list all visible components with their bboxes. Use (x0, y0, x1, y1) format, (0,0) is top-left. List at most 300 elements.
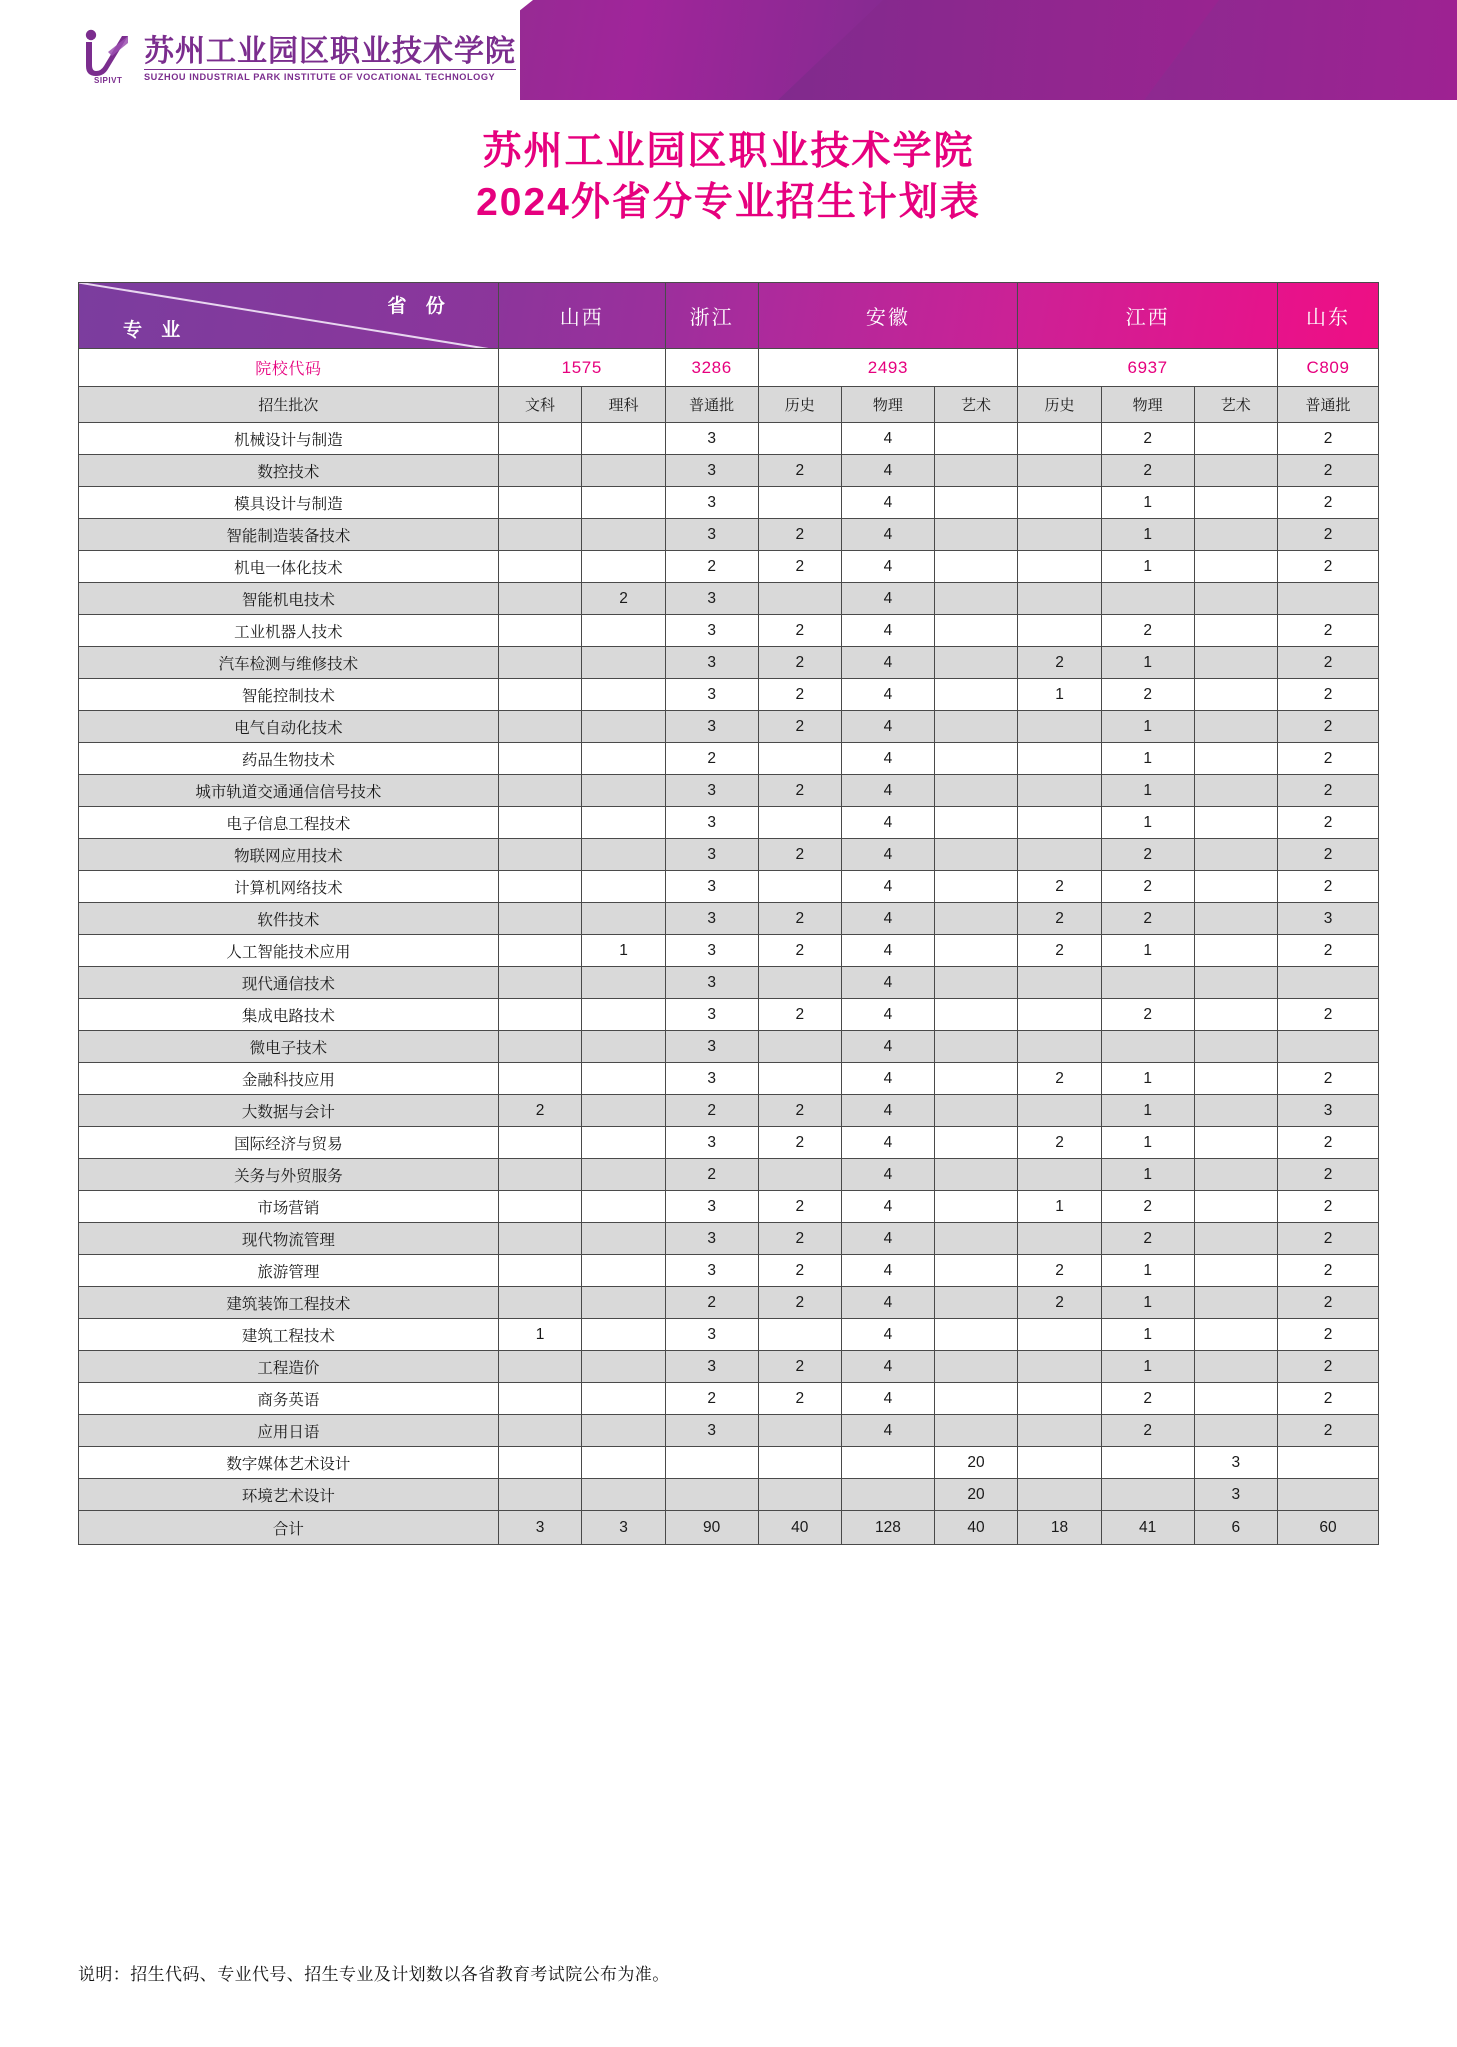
major-name-cell: 模具设计与制造 (79, 487, 499, 519)
quota-cell (934, 711, 1017, 743)
quota-cell (1194, 519, 1277, 551)
quota-cell (1194, 1287, 1277, 1319)
quota-cell: 3 (665, 487, 758, 519)
major-name-cell: 人工智能技术应用 (79, 935, 499, 967)
quota-cell (1194, 423, 1277, 455)
quota-cell: 2 (1278, 1223, 1379, 1255)
quota-cell (934, 679, 1017, 711)
quota-cell: 2 (1278, 711, 1379, 743)
quota-cell (934, 1063, 1017, 1095)
quota-cell (1278, 1447, 1379, 1479)
quota-cell (1194, 1319, 1277, 1351)
total-col-8: 6 (1194, 1511, 1277, 1545)
quota-cell (1018, 1223, 1101, 1255)
quota-cell: 2 (1018, 647, 1101, 679)
quota-cell (498, 1447, 581, 1479)
quota-cell: 3 (1278, 1095, 1379, 1127)
quota-cell (934, 1415, 1017, 1447)
major-axis-label: 专 业 (123, 320, 188, 341)
quota-cell: 2 (758, 615, 841, 647)
quota-cell (1018, 1479, 1101, 1511)
quota-cell (1018, 743, 1101, 775)
quota-cell: 3 (665, 679, 758, 711)
quota-cell (498, 615, 581, 647)
total-col-0: 3 (498, 1511, 581, 1545)
quota-cell: 2 (1278, 423, 1379, 455)
quota-cell (934, 551, 1017, 583)
quota-cell: 2 (1018, 903, 1101, 935)
quota-cell (934, 999, 1017, 1031)
quota-cell: 1 (1101, 1095, 1194, 1127)
quota-cell: 4 (842, 1319, 935, 1351)
province-header-shandong: 山东 (1278, 283, 1379, 349)
major-name-cell: 机电一体化技术 (79, 551, 499, 583)
quota-cell (498, 1191, 581, 1223)
quota-cell: 3 (665, 1415, 758, 1447)
quota-cell (758, 487, 841, 519)
quota-cell (582, 1063, 665, 1095)
table-row (79, 1159, 1379, 1191)
batch-col-7: 物理 (1101, 387, 1194, 423)
quota-cell (582, 999, 665, 1031)
quota-cell (582, 1191, 665, 1223)
quota-cell (1101, 1447, 1194, 1479)
total-col-7: 41 (1101, 1511, 1194, 1545)
table-foot (79, 1511, 1379, 1545)
quota-cell (498, 583, 581, 615)
quota-cell: 4 (842, 647, 935, 679)
quota-cell (1194, 871, 1277, 903)
quota-cell (498, 999, 581, 1031)
quota-cell: 2 (1018, 871, 1101, 903)
major-name-cell: 智能控制技术 (79, 679, 499, 711)
title-line-2: 2024外省分专业招生计划表 (476, 181, 981, 225)
quota-cell (934, 1255, 1017, 1287)
quota-cell: 4 (842, 455, 935, 487)
quota-cell (1101, 1479, 1194, 1511)
quota-cell: 3 (665, 839, 758, 871)
quota-cell (934, 647, 1017, 679)
page-title (0, 126, 1457, 229)
quota-cell: 2 (1278, 679, 1379, 711)
quota-cell: 2 (758, 1383, 841, 1415)
table-row (79, 519, 1379, 551)
institution-code-label: 院校代码 (79, 349, 499, 387)
quota-cell: 2 (1278, 743, 1379, 775)
title-line-1: 苏州工业园区职业技术学院 (482, 130, 975, 173)
quota-cell (934, 935, 1017, 967)
quota-cell (582, 1127, 665, 1159)
quota-cell (1018, 807, 1101, 839)
major-name-cell: 物联网应用技术 (79, 839, 499, 871)
major-name-cell: 数字媒体艺术设计 (79, 1447, 499, 1479)
major-name-cell: 现代物流管理 (79, 1223, 499, 1255)
quota-cell: 1 (1018, 679, 1101, 711)
quota-cell: 4 (842, 1351, 935, 1383)
table-row (79, 775, 1379, 807)
quota-cell: 2 (758, 455, 841, 487)
quota-cell: 3 (665, 1127, 758, 1159)
table-row (79, 967, 1379, 999)
major-name-cell: 建筑装饰工程技术 (79, 1287, 499, 1319)
quota-cell: 2 (665, 1287, 758, 1319)
table-row (79, 583, 1379, 615)
quota-cell (582, 1415, 665, 1447)
major-name-cell: 计算机网络技术 (79, 871, 499, 903)
quota-cell: 2 (758, 1287, 841, 1319)
major-name-cell: 城市轨道交通通信信号技术 (79, 775, 499, 807)
quota-cell (582, 423, 665, 455)
table-body (79, 423, 1379, 1511)
quota-cell (934, 1159, 1017, 1191)
quota-cell: 2 (758, 1127, 841, 1159)
table-row (79, 1095, 1379, 1127)
quota-cell: 2 (1101, 903, 1194, 935)
quota-cell (582, 455, 665, 487)
quota-cell (1194, 455, 1277, 487)
quota-cell (582, 743, 665, 775)
quota-cell: 3 (665, 903, 758, 935)
quota-cell (1018, 1415, 1101, 1447)
total-col-3: 40 (758, 1511, 841, 1545)
quota-cell: 4 (842, 1159, 935, 1191)
major-name-cell: 环境艺术设计 (79, 1479, 499, 1511)
quota-cell: 2 (1278, 999, 1379, 1031)
quota-cell: 3 (1278, 903, 1379, 935)
quota-cell (582, 1447, 665, 1479)
major-name-cell: 建筑工程技术 (79, 1319, 499, 1351)
quota-cell: 1 (498, 1319, 581, 1351)
table-row (79, 423, 1379, 455)
quota-cell (934, 1031, 1017, 1063)
corner-diagonal-cell (79, 283, 499, 349)
table-row (79, 711, 1379, 743)
quota-cell: 4 (842, 999, 935, 1031)
table-row (79, 679, 1379, 711)
quota-cell (1194, 1351, 1277, 1383)
quota-cell: 2 (1278, 615, 1379, 647)
quota-cell (582, 871, 665, 903)
quota-cell: 2 (758, 839, 841, 871)
quota-cell: 2 (1278, 487, 1379, 519)
quota-cell: 1 (1101, 743, 1194, 775)
quota-cell: 2 (1101, 871, 1194, 903)
major-name-cell: 关务与外贸服务 (79, 1159, 499, 1191)
quota-cell (1194, 1031, 1277, 1063)
quota-cell (758, 1319, 841, 1351)
quota-cell: 2 (582, 583, 665, 615)
table-row (79, 1191, 1379, 1223)
quota-cell: 2 (1278, 839, 1379, 871)
quota-cell: 2 (498, 1095, 581, 1127)
major-name-cell: 现代通信技术 (79, 967, 499, 999)
quota-cell (498, 1063, 581, 1095)
quota-cell (934, 583, 1017, 615)
quota-cell (1194, 1383, 1277, 1415)
quota-cell: 1 (1101, 1063, 1194, 1095)
table-row (79, 487, 1379, 519)
quota-cell: 4 (842, 871, 935, 903)
total-label: 合计 (79, 1511, 499, 1545)
quota-cell: 1 (1101, 1255, 1194, 1287)
table-row (79, 1383, 1379, 1415)
quota-cell: 1 (1101, 711, 1194, 743)
quota-cell: 2 (1278, 1415, 1379, 1447)
quota-cell (758, 1447, 841, 1479)
total-col-1: 3 (582, 1511, 665, 1545)
quota-cell: 2 (1101, 1191, 1194, 1223)
quota-cell: 4 (842, 487, 935, 519)
table-row (79, 551, 1379, 583)
quota-cell (758, 743, 841, 775)
quota-cell (934, 615, 1017, 647)
quota-cell: 4 (842, 1191, 935, 1223)
quota-cell: 1 (1101, 647, 1194, 679)
table-row (79, 1415, 1379, 1447)
quota-cell (498, 1415, 581, 1447)
table-row (79, 1063, 1379, 1095)
quota-cell: 4 (842, 1095, 935, 1127)
quota-cell (758, 1415, 841, 1447)
quota-cell (582, 679, 665, 711)
logo-v-mark-icon (78, 26, 134, 85)
quota-cell: 2 (1278, 647, 1379, 679)
quota-cell: 2 (758, 679, 841, 711)
quota-cell: 2 (1278, 1159, 1379, 1191)
quota-cell (582, 967, 665, 999)
quota-cell (1194, 1191, 1277, 1223)
quota-cell: 2 (1278, 775, 1379, 807)
quota-cell (582, 1351, 665, 1383)
quota-cell: 2 (1101, 679, 1194, 711)
quota-cell (582, 711, 665, 743)
quota-cell (1018, 615, 1101, 647)
quota-cell: 2 (1278, 1351, 1379, 1383)
quota-cell: 4 (842, 583, 935, 615)
quota-cell (498, 1031, 581, 1063)
table-row (79, 903, 1379, 935)
quota-cell (582, 487, 665, 519)
major-name-cell: 汽车检测与维修技术 (79, 647, 499, 679)
quota-cell (1194, 711, 1277, 743)
table-row (79, 1447, 1379, 1479)
quota-cell: 1 (582, 935, 665, 967)
quota-cell (498, 1351, 581, 1383)
quota-cell: 3 (665, 935, 758, 967)
major-name-cell: 大数据与会计 (79, 1095, 499, 1127)
enrollment-plan-table-wrapper (78, 282, 1379, 1545)
quota-cell (934, 775, 1017, 807)
quota-cell: 2 (1101, 615, 1194, 647)
quota-cell (498, 743, 581, 775)
quota-cell: 3 (665, 519, 758, 551)
batch-header-row (79, 387, 1379, 423)
footer-note: 说明：招生代码、专业代号、招生专业及计划数以各省教育考试院公布为准。 (78, 1965, 670, 1984)
quota-cell: 3 (665, 1351, 758, 1383)
quota-cell (758, 1159, 841, 1191)
quota-cell (934, 871, 1017, 903)
quota-cell: 1 (1101, 1319, 1194, 1351)
quota-cell (1101, 1031, 1194, 1063)
quota-cell: 2 (665, 551, 758, 583)
quota-cell (582, 775, 665, 807)
quota-cell: 2 (665, 1095, 758, 1127)
quota-cell (1194, 935, 1277, 967)
quota-cell (498, 711, 581, 743)
batch-label: 招生批次 (79, 387, 499, 423)
table-row (79, 1287, 1379, 1319)
quota-cell (582, 647, 665, 679)
quota-cell (498, 1127, 581, 1159)
total-col-4: 128 (842, 1511, 935, 1545)
quota-cell: 2 (1101, 455, 1194, 487)
table-row (79, 1127, 1379, 1159)
logo-text-block (144, 36, 516, 83)
quota-cell: 4 (842, 711, 935, 743)
logo-abbr-label: SIPIVT (94, 76, 123, 85)
quota-cell: 2 (758, 775, 841, 807)
quota-cell (582, 615, 665, 647)
quota-cell (758, 583, 841, 615)
quota-cell: 4 (842, 551, 935, 583)
quota-cell: 2 (665, 743, 758, 775)
quota-cell (582, 1287, 665, 1319)
quota-cell: 2 (758, 519, 841, 551)
quota-cell: 2 (758, 647, 841, 679)
quota-cell: 2 (1018, 1127, 1101, 1159)
quota-cell: 2 (758, 711, 841, 743)
quota-cell (498, 647, 581, 679)
quota-cell (934, 1127, 1017, 1159)
major-name-cell: 工程造价 (79, 1351, 499, 1383)
quota-cell (498, 903, 581, 935)
major-name-cell: 市场营销 (79, 1191, 499, 1223)
quota-cell (1018, 423, 1101, 455)
table-row (79, 1223, 1379, 1255)
quota-cell: 4 (842, 967, 935, 999)
major-name-cell: 应用日语 (79, 1415, 499, 1447)
quota-cell (1194, 1159, 1277, 1191)
quota-cell: 2 (1101, 1383, 1194, 1415)
province-header-jiangxi: 江西 (1018, 283, 1278, 349)
major-name-cell: 数控技术 (79, 455, 499, 487)
quota-cell (582, 839, 665, 871)
quota-cell (934, 1351, 1017, 1383)
province-header-zhejiang: 浙江 (665, 283, 758, 349)
quota-cell (1278, 1031, 1379, 1063)
major-name-cell: 微电子技术 (79, 1031, 499, 1063)
quota-cell: 2 (1278, 551, 1379, 583)
quota-cell: 2 (665, 1383, 758, 1415)
quota-cell: 2 (1018, 935, 1101, 967)
major-name-cell: 机械设计与制造 (79, 423, 499, 455)
province-axis-label: 省 份 (387, 296, 452, 317)
quota-cell: 4 (842, 775, 935, 807)
quota-cell: 3 (665, 423, 758, 455)
quota-cell (1018, 519, 1101, 551)
quota-cell (1194, 1063, 1277, 1095)
quota-cell: 1 (1101, 1127, 1194, 1159)
quota-cell: 4 (842, 615, 935, 647)
quota-cell: 4 (842, 935, 935, 967)
table-row (79, 839, 1379, 871)
quota-cell: 3 (665, 1255, 758, 1287)
table-row (79, 647, 1379, 679)
quota-cell (1194, 1127, 1277, 1159)
quota-cell: 4 (842, 1063, 935, 1095)
quota-cell (1018, 999, 1101, 1031)
table-row (79, 871, 1379, 903)
quota-cell: 2 (1278, 1383, 1379, 1415)
quota-cell (1194, 1415, 1277, 1447)
quota-cell: 2 (1278, 519, 1379, 551)
quota-cell: 2 (758, 999, 841, 1031)
quota-cell (498, 935, 581, 967)
quota-cell: 2 (1278, 1063, 1379, 1095)
total-col-9: 60 (1278, 1511, 1379, 1545)
quota-cell (934, 1223, 1017, 1255)
quota-cell (934, 903, 1017, 935)
quota-cell (582, 1255, 665, 1287)
quota-cell (758, 1063, 841, 1095)
quota-cell: 2 (758, 551, 841, 583)
quota-cell (1278, 583, 1379, 615)
quota-cell: 1 (1101, 1159, 1194, 1191)
table-row (79, 999, 1379, 1031)
quota-cell (582, 1159, 665, 1191)
quota-cell: 2 (758, 1255, 841, 1287)
quota-cell: 2 (1278, 455, 1379, 487)
quota-cell (1018, 775, 1101, 807)
quota-cell (1194, 679, 1277, 711)
major-name-cell: 智能机电技术 (79, 583, 499, 615)
quota-cell: 4 (842, 1383, 935, 1415)
quota-cell: 3 (665, 967, 758, 999)
quota-cell (1194, 967, 1277, 999)
major-name-cell: 智能制造装备技术 (79, 519, 499, 551)
quota-cell (1018, 839, 1101, 871)
quota-cell: 3 (665, 775, 758, 807)
quota-cell (934, 423, 1017, 455)
quota-cell: 2 (1278, 1191, 1379, 1223)
quota-cell: 3 (665, 1223, 758, 1255)
quota-cell (1194, 1095, 1277, 1127)
batch-col-5: 艺术 (934, 387, 1017, 423)
quota-cell: 2 (758, 1191, 841, 1223)
quota-cell: 4 (842, 903, 935, 935)
quota-cell: 2 (1278, 1319, 1379, 1351)
quota-cell: 3 (665, 1063, 758, 1095)
batch-col-9: 普通批 (1278, 387, 1379, 423)
quota-cell (842, 1447, 935, 1479)
quota-cell (1194, 551, 1277, 583)
quota-cell (1018, 711, 1101, 743)
quota-cell: 2 (1018, 1287, 1101, 1319)
quota-cell (934, 519, 1017, 551)
quota-cell: 3 (665, 1031, 758, 1063)
quota-cell (758, 807, 841, 839)
quota-cell (1194, 1255, 1277, 1287)
quota-cell (1194, 487, 1277, 519)
quota-cell: 2 (665, 1159, 758, 1191)
quota-cell: 20 (934, 1447, 1017, 1479)
quota-cell: 4 (842, 423, 935, 455)
quota-cell: 4 (842, 1223, 935, 1255)
quota-cell (934, 1383, 1017, 1415)
quota-cell (582, 1319, 665, 1351)
quota-cell (934, 1095, 1017, 1127)
quota-cell: 2 (1101, 999, 1194, 1031)
